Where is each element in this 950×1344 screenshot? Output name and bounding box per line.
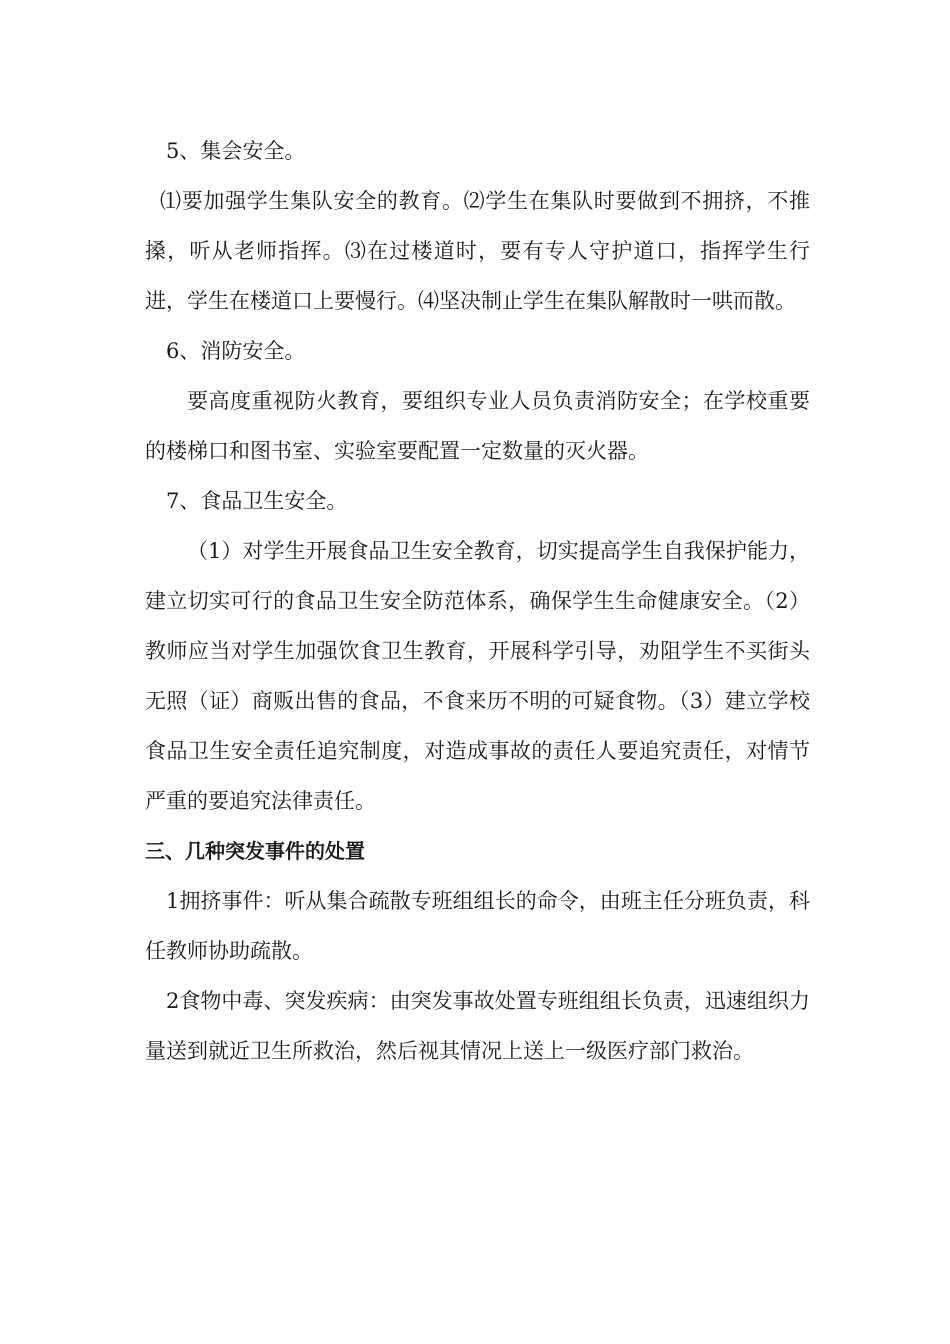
section-6-body: 要高度重视防火教育，要组织专业人员负责消防安全；在学校重要的楼梯口和图书室、实验室要配置一定数量的灭火器。 (145, 389, 810, 463)
section-6-heading: 6、消防安全。 (166, 339, 306, 363)
section-5-body: ⑴要加强学生集队安全的教育。⑵学生在集队时要做到不拥挤，不推搡，听从老师指挥。⑶在过楼道时，要有专人守护道口，指挥学生行进，学生在楼道口上要慢行。⑷坚决制止学生在集队解散时一哄而散。 (145, 189, 810, 313)
part-3-item-2: 2食物中毒、突发疾病：由突发事故处置专班组组长负责，迅速组织力量送到就近卫生所救治，然后视其情况上送上一级医疗部门救治。 (145, 989, 810, 1063)
part-3-item-1: 1拥挤事件：听从集合疏散专班组组长的命令，由班主任分班负责，科任教师协助疏散。 (145, 889, 810, 963)
section-5-heading: 5、集会安全。 (166, 139, 306, 163)
part-3-heading: 三、几种突发事件的处置 (145, 839, 365, 863)
section-7-body: （1）对学生开展食品卫生安全教育，切实提高学生自我保护能力，建立切实可行的食品卫生安全防范体系，确保学生生命健康安全。（2）教师应当对学生加强饮食卫生教育，开展科学引导，劝阻学生不买街头无照（证）商贩出售的食品，不食来历不明的可疑食物。（3）建立学校食品卫生安全责任追究制度，对造成事故的责任人要追究责任，对情节严重的要追究法律责任。 (145, 539, 810, 813)
document-body (145, 126, 810, 1076)
section-7-heading: 7、食品卫生安全。 (166, 489, 348, 513)
